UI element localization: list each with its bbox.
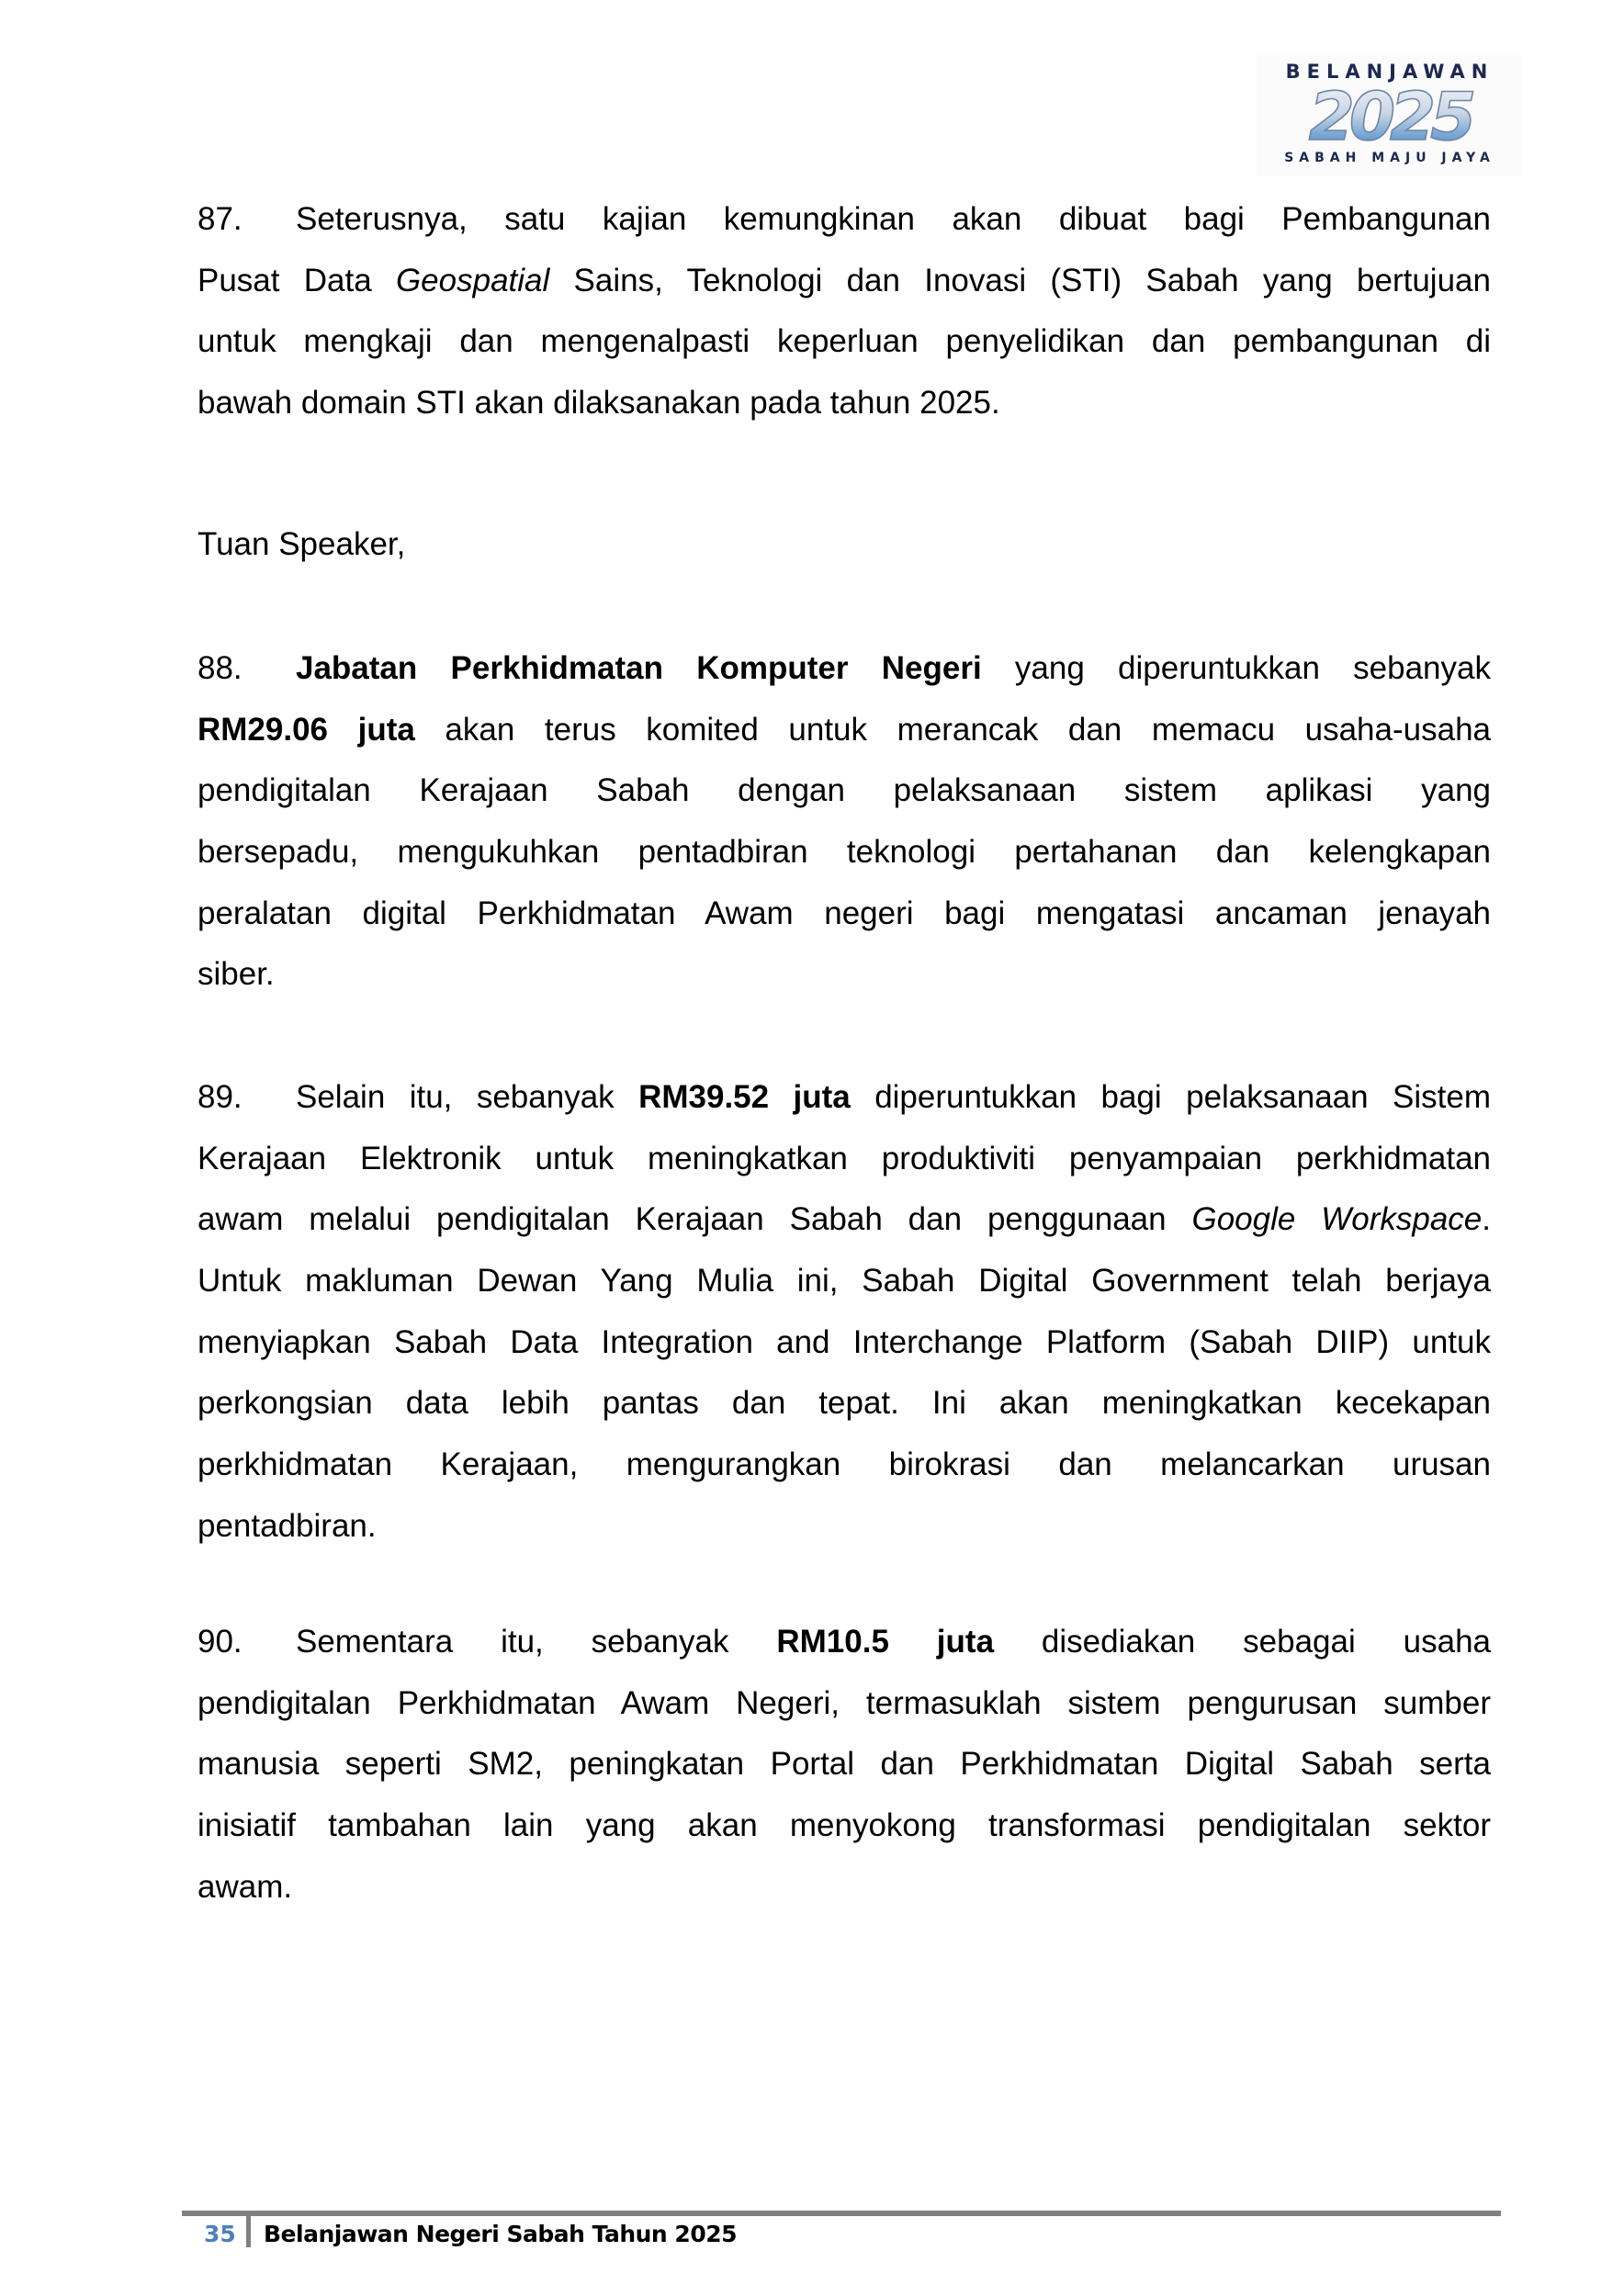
text-segment: Kerajaan Elektronik untuk meningkatkan produktiviti penyampaian perkhidmatan bbox=[197, 1140, 1491, 1176]
text-segment: pentadbiran. bbox=[197, 1507, 377, 1544]
footer-title: Belanjawan Negeri Sabah Tahun 2025 bbox=[264, 2221, 738, 2247]
text-segment: perkongsian data lebih pantas dan tepat. Ini akan meningkatkan kecekapan bbox=[197, 1385, 1491, 1422]
text-segment: disediakan sebagai usaha bbox=[994, 1624, 1492, 1660]
text-segment: Sementara itu, sebanyak bbox=[296, 1624, 777, 1660]
text-segment: awam. bbox=[197, 1868, 293, 1905]
paragraph-87 bbox=[197, 189, 1491, 434]
logo-year-graphic bbox=[1257, 83, 1523, 147]
text-line bbox=[197, 1857, 1491, 1919]
text-segment: pendigitalan Perkhidmatan Awam Negeri, termasuklah sistem pengurusan sumber bbox=[197, 1684, 1491, 1721]
text-segment: Tuan Speaker, bbox=[197, 526, 406, 562]
text-line bbox=[197, 1612, 1491, 1673]
salutation bbox=[197, 514, 1491, 576]
italic-text: Geospatial bbox=[395, 262, 550, 298]
text-line bbox=[197, 700, 1491, 761]
text-line bbox=[197, 884, 1491, 945]
text-segment: peralatan digital Perkhidmatan Awam negeri bagi mengatasi ancaman jenayah bbox=[197, 895, 1491, 931]
italic-text: Google Workspace bbox=[1191, 1201, 1483, 1238]
bold-text: RM10.5 juta bbox=[776, 1624, 995, 1660]
text-line bbox=[197, 1067, 1491, 1129]
text-segment: . bbox=[1482, 1201, 1491, 1238]
text-segment: akan terus komited untuk merancak dan memacu usaha-usaha bbox=[414, 711, 1491, 748]
text-line bbox=[197, 514, 1491, 576]
text-segment: awam melalui pendigitalan Kerajaan Sabah dan penggunaan bbox=[197, 1201, 1192, 1238]
text-segment: Untuk makluman Dewan Yang Mulia ini, Sabah Digital Government telah berjaya bbox=[197, 1262, 1491, 1299]
footer-divider bbox=[246, 2213, 251, 2247]
text-line bbox=[197, 760, 1491, 822]
text-line bbox=[197, 189, 1491, 251]
text-segment: pendigitalan Kerajaan Sabah dengan pelaksanaan sistem aplikasi yang bbox=[197, 772, 1491, 809]
text-line bbox=[197, 311, 1491, 373]
text-line bbox=[197, 1496, 1491, 1558]
paragraph-89 bbox=[197, 1067, 1491, 1557]
logo-title: BELANJAWAN bbox=[1285, 61, 1494, 83]
bold-text: RM39.52 juta bbox=[638, 1079, 851, 1115]
text-line bbox=[197, 1189, 1491, 1251]
budget-2025-logo bbox=[1257, 55, 1523, 176]
page-number: 35 bbox=[204, 2221, 236, 2247]
text-line bbox=[197, 944, 1491, 1006]
text-line bbox=[197, 822, 1491, 884]
paragraph-90 bbox=[197, 1612, 1491, 1918]
text-segment: yang diperuntukkan sebanyak bbox=[981, 650, 1491, 686]
footer-rule bbox=[182, 2211, 1501, 2216]
text-line bbox=[197, 1795, 1491, 1857]
paragraph-number: 90. bbox=[197, 1624, 242, 1660]
text-segment: siber. bbox=[197, 956, 275, 993]
text-line bbox=[197, 1251, 1491, 1312]
text-line bbox=[197, 373, 1491, 434]
text-segment: Sains, Teknologi dan Inovasi (STI) Sabah yang bertujuan bbox=[549, 262, 1491, 298]
bold-text: RM29.06 juta bbox=[197, 711, 415, 748]
paragraph-number: 89. bbox=[197, 1079, 242, 1115]
text-line bbox=[197, 1129, 1491, 1190]
logo-tagline: SABAH MAJU JAYA bbox=[1284, 151, 1495, 165]
text-segment: bawah domain STI akan dilaksanakan pada tahun 2025. bbox=[197, 384, 1000, 421]
text-line bbox=[197, 1373, 1491, 1435]
text-line bbox=[197, 1673, 1491, 1735]
paragraph-88 bbox=[197, 638, 1491, 1006]
text-segment: untuk mengkaji dan mengenalpasti keperluan penyelidikan dan pembangunan di bbox=[197, 323, 1491, 360]
text-segment: menyiapkan Sabah Data Integration and Interchange Platform (Sabah DIIP) untuk bbox=[197, 1323, 1491, 1360]
paragraph-number: 88. bbox=[197, 650, 242, 686]
text-segment: bersepadu, mengukuhkan pentadbiran teknologi pertahanan dan kelengkapan bbox=[197, 833, 1491, 870]
paragraph-number: 87. bbox=[197, 201, 242, 237]
text-line bbox=[197, 251, 1491, 312]
text-segment: perkhidmatan Kerajaan, mengurangkan birokrasi dan melancarkan urusan bbox=[197, 1446, 1491, 1482]
text-segment: Selain itu, sebanyak bbox=[296, 1079, 639, 1115]
text-segment: inisiatif tambahan lain yang akan menyokong transformasi pendigitalan sektor bbox=[197, 1806, 1491, 1843]
text-line bbox=[197, 1734, 1491, 1795]
text-segment: diperuntukkan bagi pelaksanaan Sistem bbox=[850, 1079, 1491, 1115]
text-line bbox=[197, 1435, 1491, 1496]
text-segment: Pusat Data bbox=[197, 262, 396, 298]
text-line bbox=[197, 638, 1491, 700]
bold-text: Jabatan Perkhidmatan Komputer Negeri bbox=[296, 650, 982, 686]
logo-year-text: 2025 bbox=[1308, 83, 1472, 147]
text-segment: manusia seperti SM2, peningkatan Portal dan Perkhidmatan Digital Sabah serta bbox=[197, 1746, 1491, 1783]
text-segment: Seterusnya, satu kajian kemungkinan akan dibuat bagi Pembangunan bbox=[296, 201, 1491, 237]
text-line bbox=[197, 1312, 1491, 1374]
